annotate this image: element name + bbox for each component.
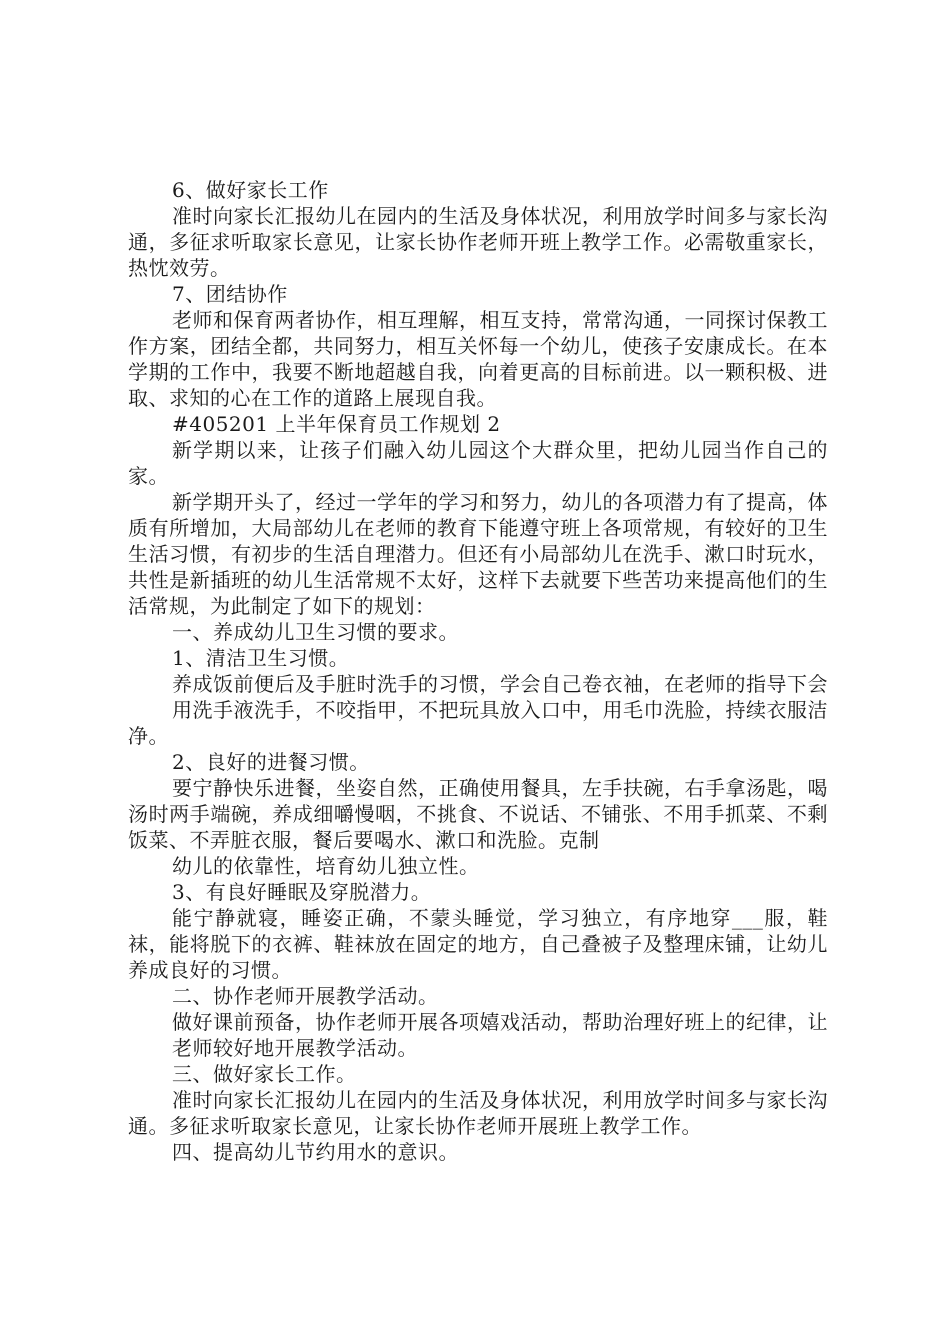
section-heading: 二、协作老师开展教学活动。 <box>172 984 439 1008</box>
document-title: #405201 上半年保育员工作规划 2 <box>172 412 501 436</box>
subsection-heading: 2、良好的进餐习惯。 <box>172 750 370 774</box>
body-paragraph: 做好课前预备，协作老师开展各项嬉戏活动，帮助治理好班上的纪律，让 <box>172 1010 828 1034</box>
body-paragraph: 老师较好地开展教学活动。 <box>172 1036 418 1060</box>
section-heading: 一、养成幼儿卫生习惯的要求。 <box>172 620 459 644</box>
body-paragraph: 能宁静就寝，睡姿正确，不蒙头睡觉，学习独立，有序地穿___服，鞋袜，能将脱下的衣裤、鞋袜放在固定的地方，自己叠被子及整理床铺，让幼儿养成良好的习惯。 <box>128 906 828 982</box>
body-paragraph: 用洗手液洗手，不咬指甲，不把玩具放入口中，用毛巾洗脸，持续衣服洁净。 <box>128 698 828 748</box>
body-paragraph: 准时向家长汇报幼儿在园内的生活及身体状况，利用放学时间多与家长沟通，多征求听取家长意见，让家长协作老师开班上教学工作。必需敬重家长，热忱效劳。 <box>128 204 828 280</box>
section-heading: 四、提高幼儿节约用水的意识。 <box>172 1140 459 1164</box>
section-heading: 三、做好家长工作。 <box>172 1062 357 1086</box>
body-paragraph: 要宁静快乐进餐，坐姿自然，正确使用餐具，左手扶碗，右手拿汤匙，喝汤时两手端碗，养成细嚼慢咽，不挑食、不说话、不铺张、不用手抓菜、不剩饭菜、不弄脏衣服，餐后要喝水、漱口和洗脸。克制 <box>128 776 828 852</box>
subsection-heading: 1、清洁卫生习惯。 <box>172 646 350 670</box>
section-heading: 7、团结协作 <box>172 282 288 306</box>
section-heading: 6、做好家长工作 <box>172 178 329 202</box>
body-paragraph: 老师和保育两者协作，相互理解，相互支持，常常沟通，一同探讨保教工作方案，团结全都，共同努力，相互关怀每一个幼儿，使孩子安康成长。在本学期的工作中，我要不断地超越自我，向着更高的目标前进。以一颗积极、进取、求知的心在工作的道路上展现自我。 <box>128 308 828 410</box>
body-paragraph: 新学期以来，让孩子们融入幼儿园这个大群众里，把幼儿园当作自己的家。 <box>128 438 828 488</box>
body-paragraph: 新学期开头了，经过一学年的学习和努力，幼儿的各项潜力有了提高，体质有所增加，大局部幼儿在老师的教育下能遵守班上各项常规，有较好的卫生生活习惯，有初步的生活自理潜力。但还有小局部幼儿在洗手、漱口时玩水，共性是新插班的幼儿生活常规不太好，这样下去就要下些苦功来提高他们的生活常规，为此制定了如下的规划： <box>128 490 828 618</box>
document-body <box>128 177 828 1165</box>
body-paragraph: 准时向家长汇报幼儿在园内的生活及身体状况，利用放学时间多与家长沟通。多征求听取家长意见，让家长协作老师开展班上教学工作。 <box>128 1088 828 1138</box>
body-paragraph: 幼儿的依靠性，培育幼儿独立性。 <box>172 854 480 878</box>
body-paragraph: 养成饭前便后及手脏时洗手的习惯，学会自己卷衣袖，在老师的指导下会 <box>172 672 828 696</box>
subsection-heading: 3、有良好睡眠及穿脱潜力。 <box>172 880 432 904</box>
